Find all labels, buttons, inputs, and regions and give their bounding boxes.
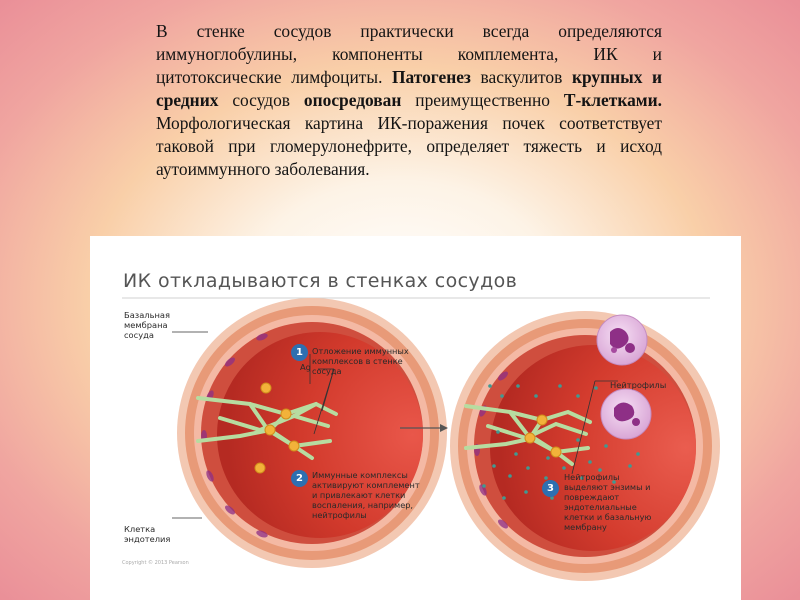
immune-complex-figure [90,236,741,600]
text-predominantly: преимущественно [401,90,564,110]
left-vessel [177,298,447,568]
label-neutrophils: Нейтрофилы [610,380,667,390]
sentence-3: Морфологическая картина ИК-поражения почек соответствует таковой при гломерулонефрите, определяет тяжесть и исход аутоиммунного заболевания. [156,113,662,179]
step-2-badge: 2 [291,470,308,487]
bold-t-cells: Т-клетками. [563,90,662,110]
label-endothelium: Клетка эндотелия [124,524,171,544]
neutrophil-bottom [601,389,651,439]
text-vasculitis: васкулитов [470,67,572,87]
bold-pathogenesis: Патогенез [392,67,471,87]
text-vessels: сосудов [218,90,304,110]
step-1-text: Отложение иммунных комплексов в стенке сосуда [312,346,409,376]
copyright-note: Copyright © 2013 Pearson [122,560,189,566]
step-3-badge: 3 [542,480,559,497]
neutrophil-top [597,315,647,365]
step-3-text: Нейтрофилы выделяют энзимы и повреждают эндотелиальные клетки и базальную мембрану [564,472,652,532]
label-basement-membrane: Базальная мембрана сосуда [124,310,170,340]
bold-large-medium: крупных и средних [156,67,663,110]
sentence-1: В стенке сосудов практически всегда определяются иммуноглобулины, компоненты комплемента, ИК и цитотоксические лимфоциты. [156,21,662,87]
bold-mediated: опосредован [303,90,402,110]
label-antigen: Ag [300,362,311,372]
body-paragraph [156,20,662,181]
step-1-badge: 1 [291,344,308,361]
step-2-text: Иммунные комплексы активируют комплемент и привлекают клетки воспаления, например, нейтрофилы [312,470,420,520]
figure-title: ИК откладываются в стенках сосудов [123,270,518,292]
